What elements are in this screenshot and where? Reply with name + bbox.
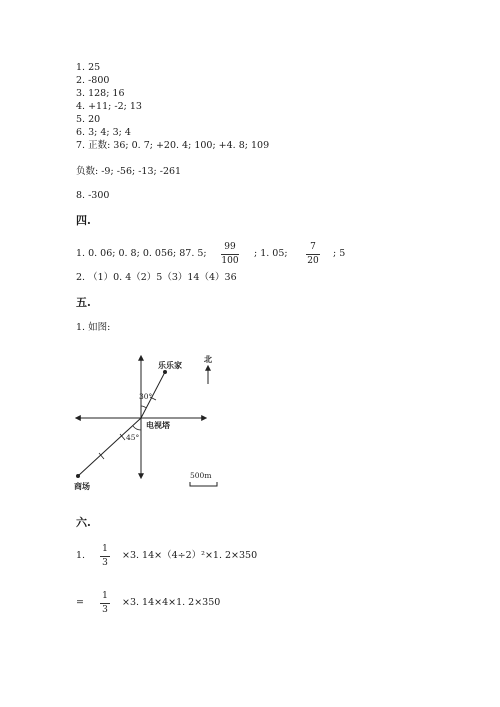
angle-arc-top: [141, 406, 146, 408]
section-6-line1-expression: ×3. 14×（4÷2）²×1. 2×350: [122, 550, 258, 561]
line-to-mall: [78, 418, 141, 476]
label-home: 乐乐家: [158, 360, 182, 370]
fraction-denominator: 3: [102, 558, 108, 568]
section-4-heading: 四.: [76, 214, 91, 227]
answer-6: 6. 3; 4; 3; 4: [76, 127, 131, 138]
section-6-line2-expression: ×3. 14×4×1. 2×350: [122, 597, 221, 608]
fraction-numerator: 1: [102, 591, 108, 601]
fraction-numerator: 99: [224, 242, 236, 252]
label-angle-30: 30°: [139, 392, 153, 401]
answer-7-negative: 负数: -9; -56; -13; -261: [76, 166, 182, 177]
scale-bar: [190, 482, 217, 486]
home-point: [163, 370, 167, 374]
mall-point: [76, 474, 80, 478]
label-angle-45: 45°: [126, 433, 140, 442]
answer-3: 3. 128; 16: [76, 88, 125, 99]
direction-diagram: [72, 352, 242, 492]
fraction-1-3: [100, 545, 110, 568]
fraction-1-3: [100, 592, 110, 615]
fraction-numerator: 7: [310, 242, 316, 252]
angle-arc-bottom: [133, 426, 141, 430]
answer-2: 2. -800: [76, 75, 110, 86]
label-tower: 电视塔: [146, 420, 170, 430]
answer-8: 8. -300: [76, 190, 110, 201]
section-6-line2-prefix: =: [76, 597, 84, 608]
section-6-heading: 六.: [76, 516, 91, 529]
section-4-q2: 2. （1）0. 4（2）5（3）14（4）36: [76, 272, 237, 283]
label-scale: 500m: [190, 471, 212, 480]
answer-7: 7. 正数: 36; 0. 7; +20. 4; 100; +4. 8; 109: [76, 140, 270, 151]
section-4-q1-end: ; 5: [333, 248, 346, 259]
label-north: 北: [204, 354, 212, 364]
section-6-line1-prefix: 1.: [76, 550, 86, 561]
fraction-numerator: 1: [102, 544, 108, 554]
fraction-denominator: 100: [221, 256, 239, 266]
section-4-q1-middle: ; 1. 05;: [254, 248, 288, 259]
section-5-heading: 五.: [76, 296, 91, 309]
fraction-99-100: [221, 243, 239, 266]
answer-4: 4. +11; -2; 13: [76, 101, 142, 112]
section-4-q1-prefix: 1. 0. 06; 0. 8; 0. 056; 87. 5;: [76, 248, 207, 259]
fraction-denominator: 20: [307, 256, 319, 266]
section-5-q1: 1. 如图:: [76, 322, 111, 333]
answer-1: 1. 25: [76, 62, 101, 73]
fraction-denominator: 3: [102, 605, 108, 615]
fraction-7-20: [306, 243, 320, 266]
label-mall: 商场: [74, 481, 90, 491]
answer-5: 5. 20: [76, 114, 101, 125]
